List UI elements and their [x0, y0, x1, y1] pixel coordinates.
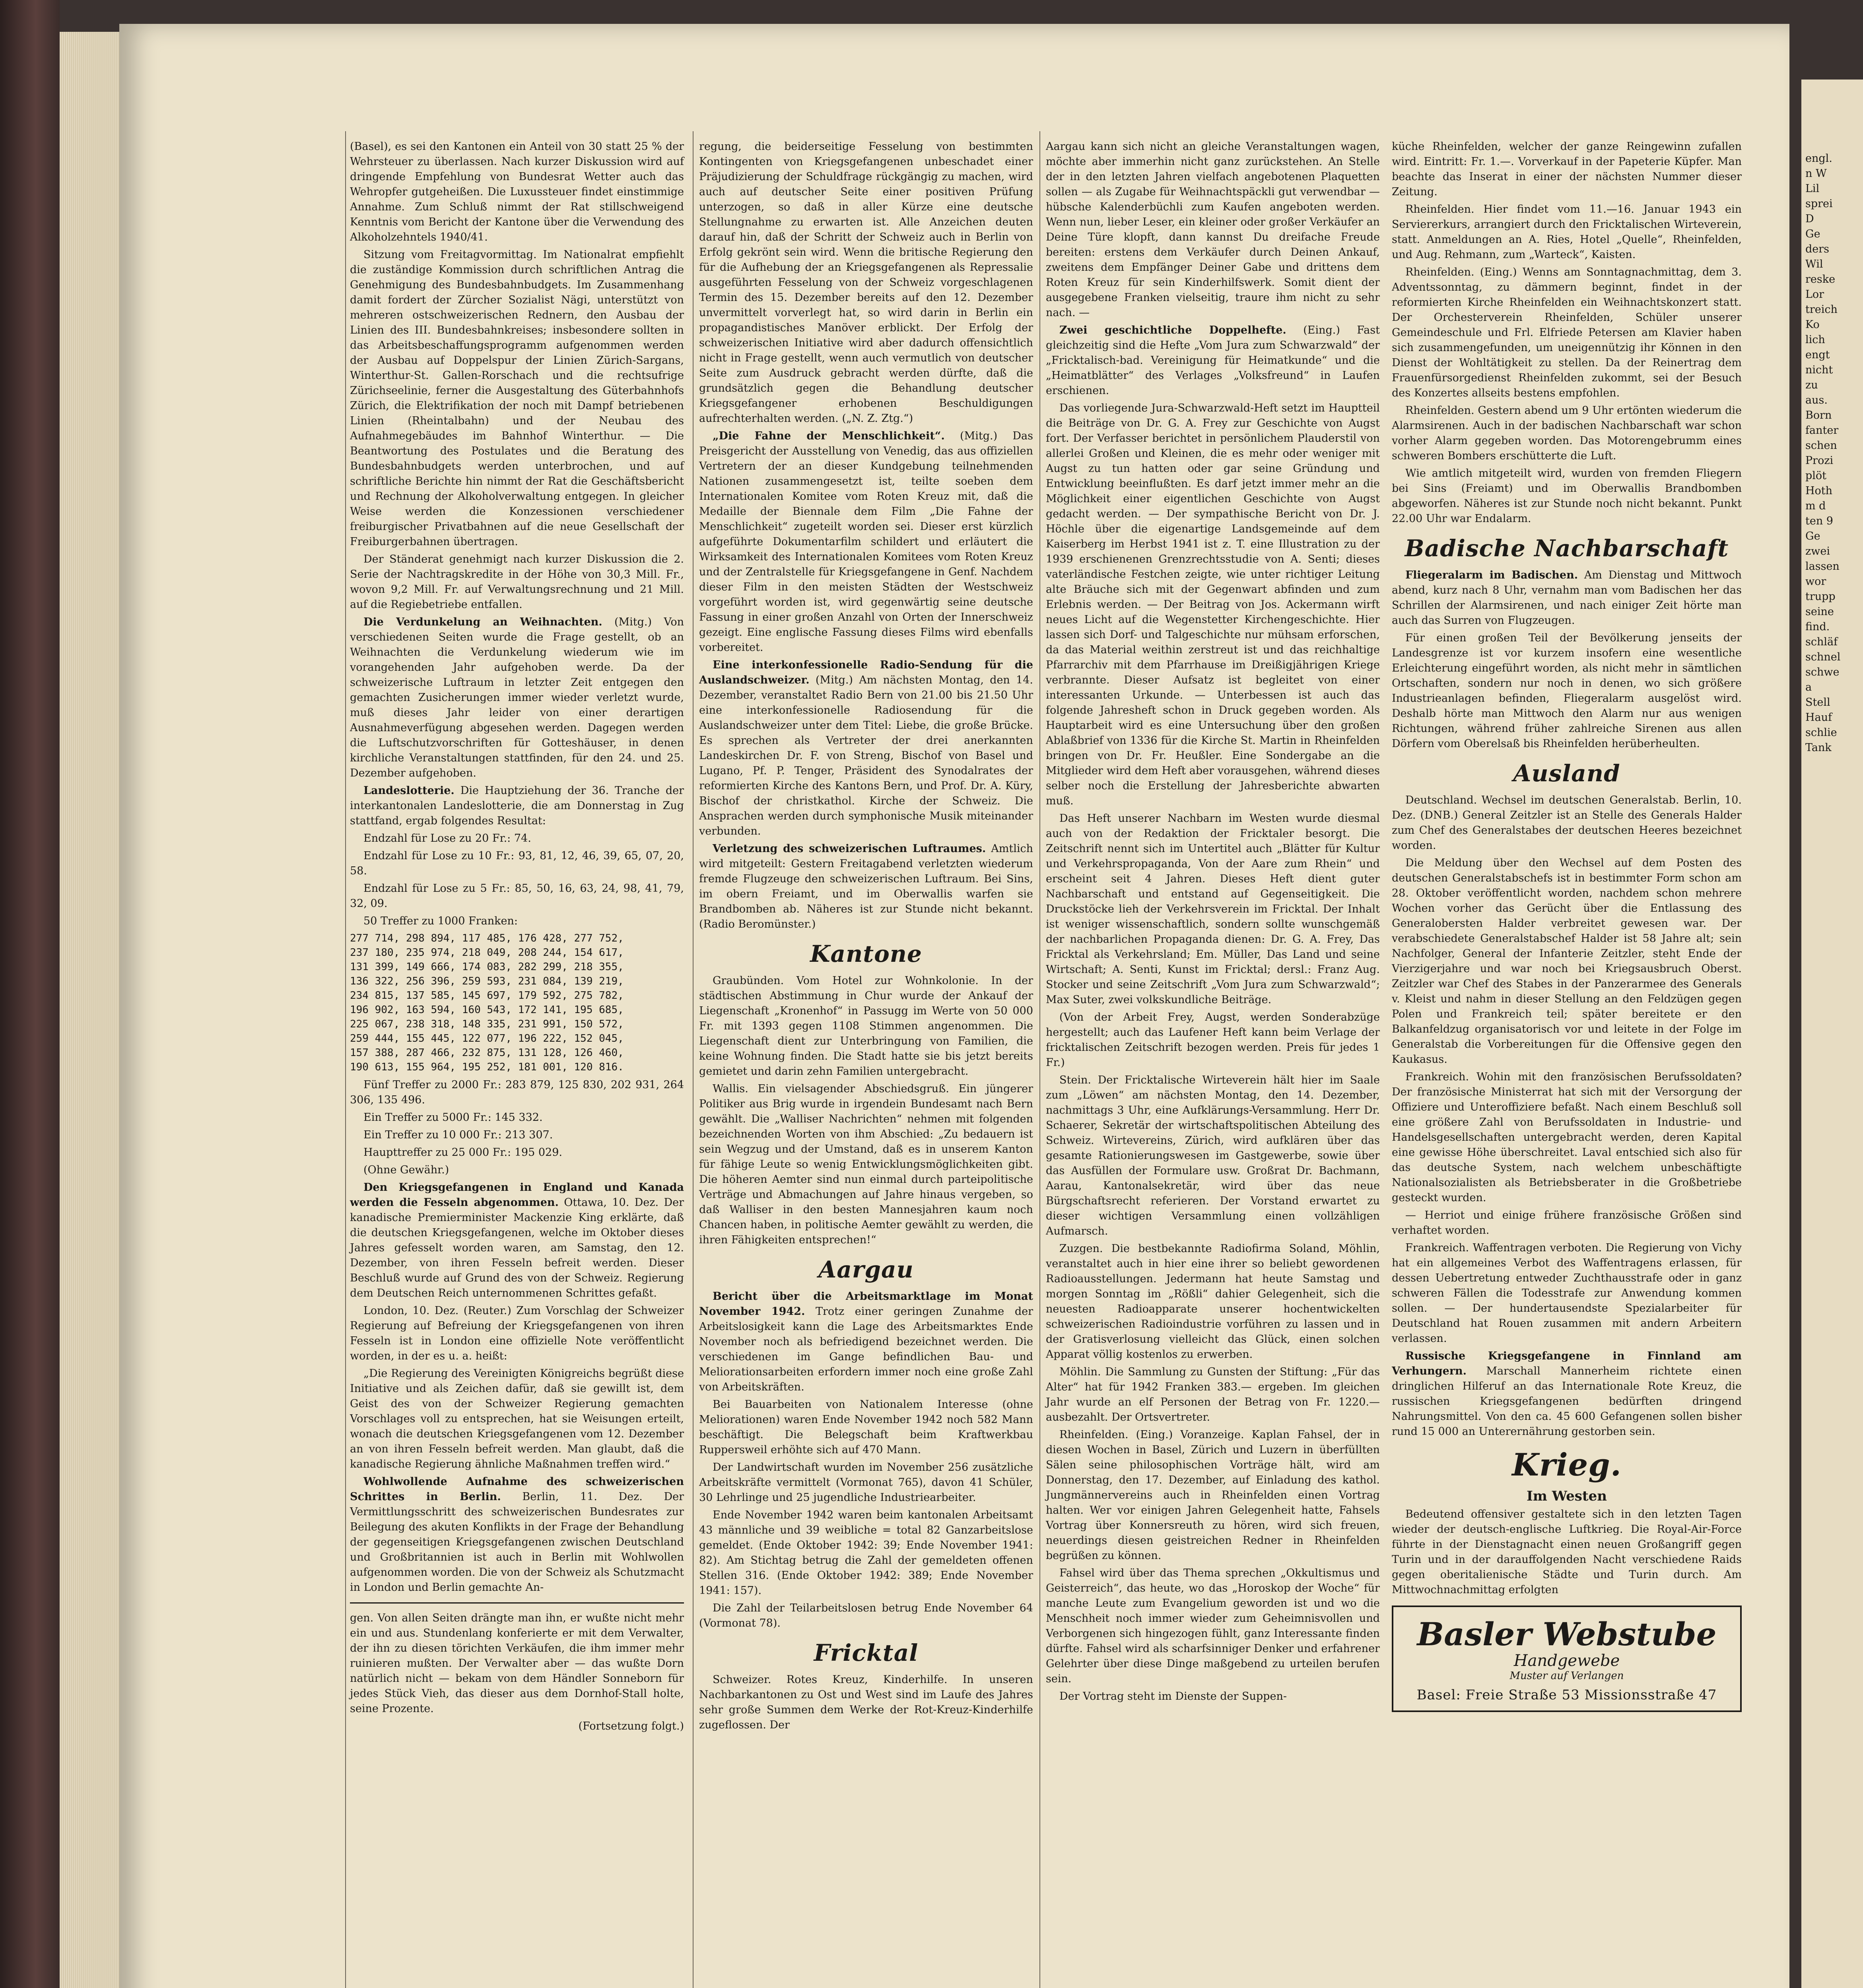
subheading-im-westen: Im Westen: [1527, 1488, 1607, 1504]
paragraph: Der Ständerat genehmigt nach kurzer Diskussion die 2. Serie der Nachtragskredite in der Höhe von 30,3 Mill. Fr., wovon 9,2 Mill. Fr. auf Verwaltungsrechnung und 21 Mill. auf die Regiebetriebe entfallen.: [350, 553, 684, 611]
paragraph: Schweizer. Rotes Kreuz, Kinderhilfe. In unseren Nachbarkantonen zu Ost und West sind im Laufe des Jahres sehr große Summen dem Werke der Rot-Kreuz-Kinderhilfe zugeflossen. Der: [699, 1673, 1033, 1731]
article-head: Fliegeralarm im Badischen.: [1405, 569, 1578, 581]
article-head: Zwei geschichtliche Doppelhefte.: [1059, 324, 1286, 336]
lottery-line: Endzahl für Lose zu 20 Fr.: 74.: [363, 832, 531, 845]
paragraph: (Mitg.) Am nächsten Montag, den 14. Dezember, veranstaltet Radio Bern von 21.00 bis 21.50 Uhr eine interkonfessionelle Radiosendung für die Auslandschweizer unter dem Titel: Liebe, die große Brücke. Es sprechen als Vertreter der drei anerkannten Landeskirchen Dr. F. von Streng, Bischof von Basel und Lugano, Pf. P. Tenger, Präsident des Synodalrates der reformierten Kirche des Kantons Bern, und Prof. Dr. A. Küry, Bischof der christkathol. Kirche der Schweiz. Die Ansprachen werden durch symphonische Musik miteinander verbunden.: [699, 674, 1033, 837]
paragraph: (Basel), es sei den Kantonen ein Anteil von 30 statt 25 % der Wehrsteuer zu überlassen. Nach kurzer Diskussion wird auf dringende Empfehlung von Bundesrat Wetter auch das Wehropfer gutgeheißen. Die Luxussteuer findet einstimmige Annahme. Zum Schluß nimmt der Rat stillschweigend Kenntnis vom Bericht der Kantone über die Verwendung des Alkoholzehntels 1940/41.: [350, 140, 684, 243]
lottery-line: Endzahl für Lose zu 5 Fr.: 85, 50, 16, 63, 24, 98, 41, 79, 32, 09.: [350, 882, 684, 910]
paragraph: Das vorliegende Jura-Schwarzwald-Heft setzt im Hauptteil die Beiträge von Dr. G. A. Frey zur Geschichte von Augst fort. Der Verfasser berichtet in persönlichem Plauderstil von allerlei Großen und Kleinen, die es mehr oder weniger mit Augst zu tun hatten oder gar seine Gründung und Entwicklung beeinflußten. Es darf jetzt immer mehr an die Möglichkeit einer eigentlichen Geschichte von Augst gedacht werden. — Der sympathische Bericht von Dr. J. Höchle über die eigenartige Landsgemeinde auf dem Kaiserberg im Herbst 1941 ist z. T. eine Illustration zu der 1939 erschienenen Grenzrechtsstudie von A. Senti; dieses vaterländische Festchen zeigte, wie unter richtiger Leitung alte Bräuche sich mit der Gegenwart abfinden und zum Erlebnis werden. — Der Beitrag von Jos. Ackermann wirft neues Licht auf die Wegenstetter Kirchengeschichte. Hier lassen sich Dorf- und Talgeschichte nur mühsam erforschen, da das Material weithin zerstreut ist und das reichhaltige Pfarrarchiv mit dem Pfarrhause im Dreißigjährigen Kriege verbrannte. Dieser Aufsatz ist begleitet von einer interessanten Urkunde. — Unterbessen ist auch das folgende Jahresheft schon in Druck gegeben worden. Als Hauptarbeit wird es eine Untersuchung über den großen Ablaßbrief von 1336 für die Kirche St. Martin in Rheinfelden bringen von Dr. Fr. Heußler. Eine Sondergabe an die Mitglieder wird dem Heft aber vorausgehen, während dieses selber noch die Erstellung der Jahresberichte abwarten muß.: [1046, 402, 1380, 807]
column-rule: [345, 131, 346, 1988]
next-page-fragment: Ge: [1805, 228, 1820, 240]
feuilleton-divider: [350, 1602, 684, 1604]
paragraph: Für einen großen Teil der Bevölkerung jenseits der Landesgrenze ist vor kurzem insofern eine wesentliche Erleichterung eingeführt worden, als nicht mehr in sämtlichen Ortschaften, sondern nur noch in denen, wo sich größere Industrieanlagen befinden, Fliegeralarm ausgelöst wird. Deshalb hörte man Mittwoch den Alarm nur aus wenigen Richtungen, während früher zahlreiche Sirenen aus allen Dörfern vom Oberelsaß bis Rheinfelden herüberheulten.: [1392, 632, 1742, 750]
next-page-fragment: find.: [1805, 621, 1830, 633]
next-page-fragment: wor: [1805, 575, 1826, 588]
paragraph: Aargau kann sich nicht an gleiche Veranstaltungen wagen, möchte aber immerhin nicht ganz zurückstehen. An Stelle der in den letzten Jahren vielfach angebotenen Plaquetten sollen — als Zugabe für Weihnachtspäckli gut verwendbar — hübsche Kalenderbüchli zum Kaufen angeboten werden. Wenn nun, lieber Leser, ein kleiner oder großer Verkäufer an Deine Türe klopft, dann kannst Du dreifache Freude bereiten: erstens dem Verkäufer durch Deinen Ankauf, zweitens dem Empfänger Deiner Gabe und drittens dem Roten Kreuz für sein Kinderhilfswerk. Somit dient der ausgegebene Franken vielseitig, traure ihm nicht zu sehr nach. —: [1046, 140, 1380, 319]
section-heading-krieg: Krieg.: [1512, 1447, 1622, 1483]
paragraph: regung, die beiderseitige Fesselung von bestimmten Kontingenten von Kriegsgefangenen unbeschadet einer Präjudizierung der Schuldfrage rückgängig zu machen, wird auch auf deutscher Seite einer positiven Prüfung unterzogen, so daß in aller Kürze eine deutsche Stellungnahme zu erwarten ist. Alle Anzeichen deuten darauf hin, daß der Schritt der Schweiz auch in Berlin von Erfolg gekrönt sein wird. Wenn die britische Regierung den für die Aufhebung der an Kriegsgefangenen als Repressalie ausgeführten Fesselung von der Schweiz vorgeschlagenen Termin des 15. Dezember bereits auf den 12. Dezember unvermittelt vorverlegt hat, so wird darin in Berlin ein propagandistisches Manöver erblickt. Der Erfolg der schweizerischen Initiative wird aber dadurch offensichtlich nicht in Frage gestellt, wenn auch vermutlich von deutscher Seite zum Ausdruck gebracht werden dürfte, daß die grundsätzlich gegen die Behandlung deutscher Kriegsgefangener erhobenen Beschuldigungen aufrechterhalten werden. („N. Z. Ztg.“): [699, 140, 1033, 425]
lottery-line: Ein Treffer zu 5000 Fr.: 145 332.: [363, 1111, 543, 1124]
next-page-fragment: schläf: [1805, 636, 1838, 648]
article-head: Die Verdunkelung an Weihnachten.: [363, 616, 602, 628]
next-page-fragment: aus.: [1805, 394, 1828, 406]
ad-company-name: Basler Webstube: [1417, 1615, 1717, 1653]
next-page-fragment: Born: [1805, 409, 1832, 421]
paragraph: Stein. Der Fricktalische Wirteverein hält hier im Saale zum „Löwen“ am nächsten Montag, den 14. Dezember, nachmittags 3 Uhr, eine Aufklärungs-Versammlung. Herr Dr. Schaerer, Sekretär der wirtschaftspolitischen Abteilung des Schweiz. Wirtevereins, Zürich, wird aufklären über das gesamte Rationierungswesen im Gastgewerbe, sowie über das Ausfüllen der Formulare usw. Großrat Dr. Bachmann, Aarau, Kantonalsekretär, wird über das neue Bürgschaftsrecht referieren. Der Vorstand erwartet zu dieser wichtigen Versammlung einen vollzähligen Aufmarsch.: [1046, 1074, 1380, 1237]
next-page-fragment: Hauf: [1805, 711, 1832, 724]
paragraph: küche Rheinfelden, welcher der ganze Reingewinn zufallen wird. Eintritt: Fr. 1.—. Vorverkauf in der Papeterie Küpfer. Man beachte das Inserat in einer der nächsten Nummer dieser Zeitung.: [1392, 140, 1742, 198]
next-page-fragment: trupp: [1805, 590, 1836, 603]
paragraph: Wallis. Ein vielsagender Abschiedsgruß. Ein jüngerer Politiker aus Brig wurde in irgendein Bundesamt nach Bern gewählt. Die „Walliser Nachrichten“ nehmen mit folgenden bezeichnenden Worten von ihm Abschied: „Zu bedauern ist sein Wegzug und der Umstand, daß es in unserem Kanton für fähige Leute so wenig Entwicklungsmöglichkeiten gibt. Die höheren Aemter sind nun einmal durch parteipolitische Verträge und Abmachungen auf Jahre hinaus vergeben, so daß Walliser in den besten Mannesjahren kaum noch Chancen haben, in politische Aemter gewählt zu werden, die ihren Fähigkeiten entsprechen!“: [699, 1083, 1033, 1246]
next-page-fragment: schwe: [1805, 666, 1840, 678]
page-edges: [60, 32, 119, 1988]
paragraph: Das Heft unserer Nachbarn im Westen wurde diesmal auch von der Redaktion der Fricktaler besorgt. Die Zeitschrift nennt sich im Untertitel auch „Blätter für Kultur und Verkehrspropaganda, Von der Aare zum Rhein“ und erscheint seit 4 Jahren. Dieses Heft dient guter Nachbarschaft und entstand auf Gegenseitigkeit. Die Druckstöcke lieh der Verkehrsverein im Fricktal. Der Inhalt ist weniger wissenschaftlich, sondern sollte wunschgemäß der nachbarlichen Propaganda dienen: Dr. G. A. Frey, Das Fricktal als Verkehrsland; Em. Müller, Das Land und seine Wirtschaft; A. Senti, Kunst im Fricktal; dersl.: Franz Aug. Stocker und seine Zeitschrift „Vom Jura zum Schwarzwald“; Max Suter, zwei volkskundliche Beiträge.: [1046, 812, 1380, 1006]
ad-subtitle: Handgewebe: [1513, 1652, 1620, 1670]
article-head: Eine interkonfessionelle Radio-Sendung für die Auslandschweizer.: [699, 659, 1033, 686]
article-head: Verletzung des schweizerischen Luftraumes.: [713, 843, 986, 855]
paragraph: Am Dienstag und Mittwoch abend, kurz nach 8 Uhr, vernahm man vom Badischen her das Schrillen der Alarmsirenen, und nach einiger Zeit hörte man auch das Surren von Flugzeugen.: [1392, 569, 1742, 627]
article-head: Russische Kriegsgefangene in Finnland am Verhungern.: [1392, 1350, 1742, 1377]
paragraph: Sitzung vom Freitagvormittag. Im Nationalrat empfiehlt die zuständige Kommission durch schriftlichen Antrag die Genehmigung des Bundesbahnbudgets. Im Zusammenhang damit fordert der Zürcher Sozialist Nägi, unterstützt von mehreren ostschweizerischen Rednern, den Ausbau der Linien des III. Bundesbahnkreises; insbesondere sollten in das Arbeitsbeschaffungsprogramm aufgenommen werden der Ausbau auf Doppelspur der Linien Zürich-Sargans, Winterthur-St. Gallen-Rorschach und die rechtsufrige Zürichseelinie, ferner die Ausgestaltung des Güterbahnhofs Zürich, die Elektrifikation der noch mit Dampf betriebenen Linien (Rheintalbahn) und der Neubau des Aufnahmegebäudes im Bahnhof Winterthur. — Die Beantwortung des Postulates und die Beratung des Bundesbahnbudgets werden unterbrochen, und auf schriftliche Berichte hin nimmt der Rat die Geschäftsbericht und Rechnung der Alkoholverwaltung entgegen. In gleicher Weise werden die Konzessionen verschiedener freiburgischer Privatbahnen auf die neue Gesellschaft der Freiburgerbahnen übertragen.: [350, 248, 684, 548]
paragraph: Möhlin. Die Sammlung zu Gunsten der Stiftung: „Für das Alter“ hat für 1942 Franken 383.— ergeben. Im gleichen Jahr wurde an elf Personen der Betrag von Fr. 1220.— ausbezahlt. Der Ortsvertreter.: [1046, 1366, 1380, 1423]
paragraph: (Eing.) Fast gleichzeitig sind die Hefte „Vom Jura zum Schwarzwald“ der „Fricktalisch-bad. Vereinigung für Heimatkunde“ und die „Heimatblätter“ des Verlages „Volksfreund“ in Laufen erschienen.: [1046, 324, 1380, 397]
next-page-fragment: schnel: [1805, 651, 1841, 663]
next-page-fragment: Tank: [1805, 742, 1832, 754]
paragraph: Wie amtlich mitgeteilt wird, wurden von fremden Fliegern bei Sins (Freiamt) und im Oberwallis Brandbomben abgeworfen. Näheres ist zur Stunde noch nicht bekannt. Punkt 22.00 Uhr war Endalarm.: [1392, 467, 1742, 525]
article-head: Landeslotterie.: [363, 784, 455, 797]
next-page-fragment: a: [1805, 681, 1812, 693]
section-heading-kantone: Kantone: [810, 940, 922, 967]
lottery-line: Ein Treffer zu 10 000 Fr.: 213 307.: [363, 1129, 553, 1141]
paragraph: Der Landwirtschaft wurden im November 256 zusätzliche Arbeitskräfte vermittelt (Vormonat 765), davon 41 Schüler, 30 Lehrlinge und 25 jugendliche Industriearbeiter.: [699, 1461, 1033, 1504]
next-page-fragment: engt: [1805, 349, 1830, 361]
paragraph: Rheinfelden. (Eing.) Voranzeige. Kaplan Fahsel, der in diesen Wochen in Basel, Zürich und Luzern in überfüllten Sälen seine philosophischen Vorträge hält, wird am Donnerstag, den 17. Dezember, auf Einladung des kathol. Jungmännervereins auch in Rheinfelden einen Vortrag halten. Wer vor einigen Jahren Gelegenheit hatte, Fahsels Vortrag über Konnersreuth zu hören, wird sich freuen, neuerdings diesen geistreichen Redner in Rheinfelden begrüßen zu können.: [1046, 1429, 1380, 1562]
next-page-fragment: treich: [1805, 303, 1838, 316]
section-heading-aargau: Aargau: [818, 1256, 914, 1283]
article-head: „Die Fahne der Menschlichkeit“.: [713, 430, 945, 442]
next-page-fragment: fanter: [1805, 424, 1839, 437]
advertisement: [1392, 1606, 1742, 1712]
column-rule: [693, 131, 694, 1988]
next-page-fragment: Lor: [1805, 288, 1824, 301]
paragraph: Bei Bauarbeiten von Nationalem Interesse (ohne Meliorationen) waren Ende November 1942 noch 582 Mann beschäftigt. Die Belegschaft beim Kraftwerkbau Ruppersweil erhöhte sich auf 470 Mann.: [699, 1398, 1033, 1456]
paragraph: (Von der Arbeit Frey, Augst, werden Sonderabzüge hergestellt; auch das Laufener Heft kann beim Verlage der fricktalischen Zeitschrift bezogen werden. Preis für jedes 1 Fr.): [1046, 1011, 1380, 1069]
next-page-fragment: Wil: [1805, 258, 1823, 270]
next-page-fragment: m d: [1805, 500, 1826, 512]
paragraph: Die Hauptziehung der 36. Tranche der interkantonalen Landeslotterie, die am Donnerstag in Zug stattfand, ergab folgendes Resultat:: [350, 784, 684, 827]
paragraph: — Herriot und einige frühere französische Größen sind verhaftet worden.: [1392, 1209, 1742, 1237]
paragraph: Zuzgen. Die bestbekannte Radiofirma Soland, Möhlin, veranstaltet auch in hier eine ihrer so beliebt gewordenen Radioausstellungen. Jedermann hat heute Samstag und morgen Sonntag im „Rößli“ dahier Gelegenheit, sich die neuesten Radioapparate unserer hochentwickelten schweizerischen Radioindustrie vorführen zu lassen und in der Gratisverlosung vielleicht das Glück, einen solchen Apparat völlig kostenlos zu erwerben.: [1046, 1242, 1380, 1361]
next-page-fragment: Stell: [1805, 696, 1830, 709]
next-page-fragment: sprei: [1805, 198, 1833, 210]
next-page-fragment: n W: [1805, 167, 1827, 180]
next-page-fragment: Ko: [1805, 318, 1820, 331]
paragraph: Die Zahl der Teilarbeitslosen betrug Ende November 64 (Vormonat 78).: [699, 1602, 1033, 1629]
column-2-text: [699, 139, 1033, 1735]
paragraph: Deutschland. Wechsel im deutschen Generalstab. Berlin, 10. Dez. (DNB.) General Zeitzler ist an Stelle des Generals Halder zum Chef des Generalstabes der deutschen Heeres bezeichnet worden.: [1392, 794, 1742, 852]
paragraph: Trotz einer geringen Zunahme der Arbeitslosigkeit kann die Lage des Arbeitsmarktes Ende November noch als befriedigend bezeichnet werden. Die verschiedenen im Gange befindlichen Bau- und Meliorationsarbeiten erfordern immer noch eine große Zahl von Arbeitskräften.: [699, 1305, 1033, 1393]
next-page-fragment: zwei: [1805, 545, 1830, 557]
column-1-text: [350, 139, 684, 1736]
lottery-numbers: 277 714, 298 894, 117 485, 176 428, 277 752, 237 180, 235 974, 218 049, 208 244, 154 617, 131 399, 149 666, 174 083, 282 299, 218 355, 136 322, 256 396, 259 593, 231 084, 139 219, 234 815, 137 585, 145 697, 179 592, 275 782, 196 902, 163 594, 160 543, 172 141, 195 685, 225 067, 238 318, 148 335, 231 991, 150 572, 259 444, 155 445, 122 077, 196 222, 152 045, 157 388, 287 466, 232 875, 131 128, 126 460, 190 613, 155 964, 195 252, 181 001, 120 816.: [350, 932, 624, 1073]
lottery-line: (Ohne Gewähr.): [363, 1164, 449, 1176]
lottery-line: 50 Treffer zu 1000 Franken:: [363, 915, 518, 927]
paragraph: Rheinfelden. (Eing.) Wenns am Sonntagnachmittag, dem 3. Adventssonntag, zu dämmern beginnt, findet in der reformierten Kirche Rheinfelden ein Weihnachtskonzert statt. Der Orchesterverein Rheinfelden, Schüler unserer Gemeindeschule und Frl. Elfriede Petersen am Klavier haben sich zusammengefunden, um uneigennützig ihr Können in den Dienst der Wohltätigkeit zu stellen. Da der Reinertrag dem Frauenfürsorgedienst Rheinfelden zukommt, sei der Besuch des Konzertes allseits bestens empfohlen.: [1392, 266, 1742, 399]
book-spine: [0, 0, 60, 1988]
next-page-fragment: zu: [1805, 379, 1818, 391]
next-page-fragment: seine: [1805, 606, 1834, 618]
column-4-text: [1392, 139, 1742, 1712]
paragraph: Die Meldung über den Wechsel auf dem Posten des deutschen Generalstabschefs ist in bestimmter Form schon am 28. Oktober veröffentlicht worden, nachdem schon mehrere Wochen vorher das Gerücht über die Entlassung des Generalobersten Halder verbreitet gewesen war. Der verabschiedete Generalstabschef Halder ist 58 Jahre alt; sein Nachfolger, General der Infanterie Zeitzler, steht Ende der Vierzigerjahre und war noch bei Kriegsausbruch Oberst. Zeitzler war Chef des Stabes in der Panzerarmee des Generals v. Kleist und nahm in dieser Stellung an den Feldzügen gegen Polen und Frankreich teil; später bereitete er den Balkanfeldzug organisatorisch vor und leitete in der Folge im Generalstab die Vorbereitungen für die Offensive gegen den Kaukasus.: [1392, 857, 1742, 1066]
column-3-text: [1046, 139, 1380, 1706]
lottery-line: Haupttreffer zu 25 000 Fr.: 195 029.: [363, 1146, 562, 1159]
column-rule: [1039, 131, 1040, 1988]
paragraph: Marschall Mannerheim richtete einen dringlichen Hilferuf an das Internationale Rote Kreuz, die russischen Kriegsgefangenen bedürften dringend Nahrungsmittel. Von den ca. 45 600 Gefangenen sollen bisher rund 15 000 an Unterernährung gestorben sein.: [1392, 1365, 1742, 1438]
article-head: Wohlwollende Aufnahme des schweizerischen Schrittes in Berlin.: [350, 1475, 684, 1503]
lottery-line: Endzahl für Lose zu 10 Fr.: 93, 81, 12, 46, 39, 65, 07, 20, 58.: [350, 850, 684, 877]
lottery-line: Fünf Treffer zu 2000 Fr.: 283 879, 125 830, 202 931, 264 306, 135 496.: [350, 1079, 684, 1106]
article-head: Den Kriegsgefangenen in England und Kanada werden die Fesseln abgenommen.: [350, 1181, 684, 1209]
next-page-fragment: schlie: [1805, 726, 1837, 739]
next-page-fragment: ders: [1805, 243, 1830, 255]
next-page-fragment: reske: [1805, 273, 1836, 285]
next-page-fragment: lassen: [1805, 560, 1840, 573]
next-page-fragment: plöt: [1805, 470, 1827, 482]
next-page-fragment: Prozi: [1805, 454, 1834, 467]
feuilleton-paragraph: (Fortsetzung folgt.): [578, 1720, 684, 1732]
ad-address: Basel: Freie Straße 53 Missionsstraße 47: [1416, 1687, 1717, 1703]
paragraph: Fahsel wird über das Thema sprechen „Okkultismus und Geisterreich“, das heute, wo das „Horoskop der Woche“ für manche Leute zum Evangelium geworden ist und wo die Menschheit noch immer wieder zum Geheimnisvollen und Verborgenen sich hingezogen fühlt, ganz Interessante finden dürfte. Fahsel wird als scharfsinniger Denker und erfahrener Gelehrter über diese Dinge maßgebend zu urteilen berufen sein.: [1046, 1567, 1380, 1685]
next-page-fragment: Lil: [1805, 182, 1820, 195]
paragraph: Rheinfelden. Hier findet vom 11.—16. Januar 1943 ein Serviererkurs, arrangiert durch den Fricktalischen Wirteverein, statt. Anmeldungen an A. Ries, Hotel „Quelle“, Rheinfelden, und Aug. Rehmann, zum „Warteck“, Kaisten.: [1392, 203, 1742, 261]
section-heading-ausland: Ausland: [1513, 760, 1620, 787]
paragraph: (Mitg.) Von verschiedenen Seiten wurde die Frage gestellt, ob an Weihnachten die Verdunkelung wiederum wie im vorangehenden Jahr aufgehoben werde. Da der schweizerische Luftraum in letzter Zeit entgegen den gemachten Zusicherungen immer wieder verletzt wurde, muß dieses Jahr leider von einer derartigen Ausnahmeverfügung abgesehen werden. Dagegen werden die Luftschutzvorschriften für Gotteshäuser, in denen kirchliche Veranstaltungen stattfinden, für den 24. und 25. Dezember aufgehoben.: [350, 616, 684, 779]
paragraph: Graubünden. Vom Hotel zur Wohnkolonie. In der städtischen Abstimmung in Chur wurde der Ankauf der Liegenschaft „Kronenhof“ in Passugg im Werte von 50 000 Fr. mit 1393 gegen 1108 Stimmen angenommen. Die Liegenschaft dient zur Unterbringung von Familien, die keine Wohnung finden. Die Stadt hatte sie bis jetzt bereits gemietet und darin zehn Familien untergebracht.: [699, 975, 1033, 1077]
next-page-fragment: schen: [1805, 439, 1837, 452]
paragraph: Der Vortrag steht im Dienste der Suppen-: [1059, 1690, 1287, 1703]
paragraph: Frankreich. Waffentragen verboten. Die Regierung von Vichy hat ein allgemeines Verbot des Waffentragens erlassen, für dessen Uebertretung entweder Zuchthausstrafe oder in ganz schweren Fällen die Todesstrafe zur Anwendung kommen sollen. — Der hundertausendste Spezialarbeiter für Deutschland hat Rouen zusammen mit andern Arbeitern verlassen.: [1392, 1242, 1742, 1345]
section-heading-fricktal: Fricktal: [814, 1639, 919, 1666]
article-head: Bericht über die Arbeitsmarktlage im Monat November 1942.: [699, 1290, 1033, 1318]
next-page-edge: [1801, 80, 1863, 1988]
paragraph: Rheinfelden. Gestern abend um 9 Uhr ertönten wiederum die Alarmsirenen. Auch in der badischen Nachbarschaft war schon vorher Alarm gegeben worden. Das Motorengebrumm eines schweren Bombers erschütterte die Luft.: [1392, 404, 1742, 462]
next-page-fragment: D: [1805, 213, 1814, 225]
next-page-fragment: Ge: [1805, 530, 1820, 542]
paragraph: Amtlich wird mitgeteilt: Gestern Freitagabend verletzten wiederum fremde Flugzeuge den schweizerischen Luftraum. Bei Sins, im obern Freiamt, und im Oberwallis warfen sie Brandbomben ab. Näheres ist zur Stunde nicht bekannt. (Radio Beromünster.): [699, 843, 1033, 930]
paragraph: (Mitg.) Das Preisgericht der Ausstellung von Venedig, das aus offiziellen Vertretern der an dieser Kundgebung teilnehmenden Nationen zusammengesetzt ist, teilte soeben dem Internationalen Komitee vom Roten Kreuz mit, daß die Medaille der Biennale dem Film „Die Fahne der Menschlichkeit“ zugeteilt worden sei. Dieser erst kürzlich aufgeführte Dokumentarfilm schildert und erläutert die Wirksamkeit des Internationalen Komitees vom Roten Kreuz und der Zentralstelle für Kriegsgefangene in Genf. Nachdem dieser Film in den meisten Städten der Westschweiz vorgeführt worden ist, wird gegenwärtig seine deutsche Fassung in einer großen Anzahl von Orten der Innerschweiz gezeigt. Eine englische Fassung dieses Films wird ebenfalls vorbereitet.: [699, 430, 1033, 654]
next-page-fragment: lich: [1805, 334, 1825, 346]
paragraph: Ende November 1942 waren beim kantonalen Arbeitsamt 43 männliche und 39 weibliche = total 82 Ganzarbeitslose gemeldet. (Ende Oktober 1942: 39; Ende November 1941: 82). Am Stichtag betrug die Zahl der gemeldeten offenen Stellen 316. (Ende Oktober 1942: 389; Ende November 1941: 157).: [699, 1509, 1033, 1597]
next-page-fragment: nicht: [1805, 364, 1833, 376]
paragraph: Bedeutend offensiver gestaltete sich in den letzten Tagen wieder der deutsch-englische Luftkrieg. Die Royal-Air-Force führte in der Dienstagnacht einen neuen Großangriff gegen Turin und in der darauffolgenden Nacht verschiedene Raids gegen oberitalienische Städte und Turin durch. Am Mittwochnachmittag erfolgten: [1392, 1508, 1742, 1596]
paragraph: London, 10. Dez. (Reuter.) Zum Vorschlag der Schweizer Regierung auf Befreiung der Kriegsgefangenen von ihren Fesseln ist in London eine offizielle Note veröffentlicht worden, in der es u. a. heißt:: [350, 1305, 684, 1362]
paragraph: Ottawa, 10. Dez. Der kanadische Premierminister Mackenzie King erklärte, daß die deutschen Kriegsgefangenen, welche im Oktober dieses Jahres gefesselt worden waren, am Samstag, den 12. Dezember, von ihren Fesseln befreit werden. Dieser Beschluß wurde auf Grund des von der Schweiz. Regierung dem Deutschen Reich unternommenen Schrittes gefaßt.: [350, 1196, 684, 1299]
next-page-fragment: Hoth: [1805, 485, 1833, 497]
next-page-fragment: ten 9: [1805, 515, 1833, 527]
paragraph: Berlin, 11. Dez. Der Vermittlungsschritt des schweizerischen Bundesrates zur Beilegung des akuten Konflikts in der Frage der Behandlung der gegenseitigen Kriegsgefangenen zwischen Deutschland und Großbritannien ist auch in Berlin mit Wohlwollen aufgenommen worden. Die von der Schweiz als Schutzmacht in London und Berlin gemachte An-: [350, 1491, 684, 1594]
next-page-fragment: engl.: [1805, 152, 1832, 165]
feuilleton-paragraph: gen. Von allen Seiten drängte man ihn, er wußte nicht mehr ein und aus. Stundenlang konferierte er mit dem Verwalter, der ihn zu diesen törichten Verkäufen, die ihm immer mehr ruinieren mußten. Der Verwalter aber — das wußte Dorn natürlich nicht — bekam von dem Händler Sonneborn für jedes Stück Vieh, das dieser aus dem Dornhof-Stall holte, seine Prozente.: [350, 1612, 684, 1715]
section-heading-badische-nachbarschaft: Badische Nachbarschaft: [1405, 535, 1729, 562]
ad-note: Muster auf Verlangen: [1509, 1670, 1624, 1682]
paragraph: „Die Regierung des Vereinigten Königreichs begrüßt diese Initiative und als Zeichen dafür, daß sie gewillt ist, dem Geist des von der Schweizer Regierung gemachten Vorschlages voll zu entsprechen, hat sie Weisungen erteilt, wonach die deutschen Kriegsgefangenen vom 12. Dezember an von ihren Fesseln befreit werden. Man glaubt, daß die kanadische Regierung ähnliche Maßnahmen treffen wird.“: [350, 1367, 684, 1470]
paragraph: Frankreich. Wohin mit den französischen Berufssoldaten? Der französische Ministerrat hat sich mit der Versorgung der Offiziere und Unteroffiziere befaßt. Nach einem Beschluß soll eine größere Zahl von Berufssoldaten in Industrie- und Handelsgesellschaften untergebracht werden, deren Kapital eine gewisse Höhe überschreitet. Laval entschied sich also für das deutsche System, nach welchem unbeschäftigte Nationalsozialisten als Betriebsberater in die Großbetriebe gesteckt wurden.: [1392, 1071, 1742, 1204]
